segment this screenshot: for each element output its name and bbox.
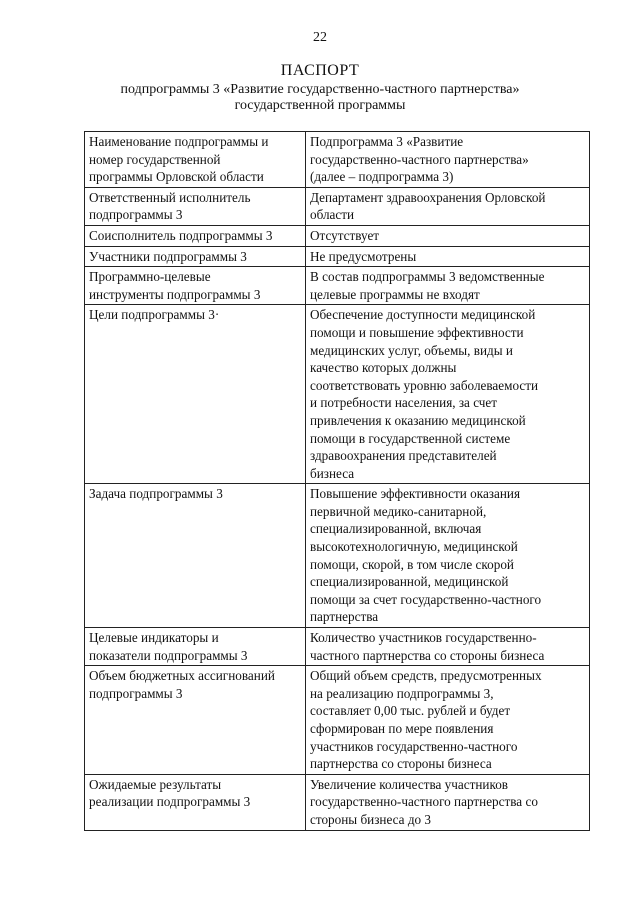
table-row-instruments xyxy=(85,267,590,305)
row-value: Общий объем средств, предусмотренных на реализацию подпрограммы 3, составляет 0,00 тыс. рублей и будет сформирован по мере появления участников государственно-частного партнерства со стороны бизнеса xyxy=(306,666,590,775)
row-label: Участники подпрограммы 3 xyxy=(85,246,306,267)
table-row-budget xyxy=(85,666,590,775)
table-row-indicators xyxy=(85,628,590,666)
row-value: Отсутствует xyxy=(306,225,590,246)
row-label: Задача подпрограммы 3 xyxy=(85,484,306,628)
document-subtitle-line-2: государственной программы xyxy=(234,98,406,113)
row-label: Ответственный исполнитель подпрограммы 3 xyxy=(85,187,306,225)
document-subtitle-line-1: подпрограммы 3 «Развитие государственно-частного партнерства» xyxy=(120,82,520,97)
table-row-expected-results xyxy=(85,774,590,830)
row-value: В состав подпрограммы 3 ведомственные целевые программы не входят xyxy=(306,267,590,305)
row-label: Наименование подпрограммы и номер государственной программы Орловской области xyxy=(85,132,306,188)
row-label: Соисполнитель подпрограммы 3 xyxy=(85,225,306,246)
row-label: Цели подпрограммы 3· xyxy=(85,305,306,484)
passport-table xyxy=(84,131,590,831)
row-label: Ожидаемые результаты реализации подпрограммы 3 xyxy=(85,774,306,830)
table-row-coexecutor xyxy=(85,225,590,246)
row-value: Повышение эффективности оказания первичной медико-санитарной, специализированной, включая высокотехнологичную, медицинской помощи, скорой, в том числе скорой специализированной, медицинской помощи за счет государственно-частного партнерства xyxy=(306,484,590,628)
row-value: Не предусмотрены xyxy=(306,246,590,267)
row-value: Департамент здравоохранения Орловской области xyxy=(306,187,590,225)
table-row-goals xyxy=(85,305,590,484)
table-row-name xyxy=(85,132,590,188)
table-row-task xyxy=(85,484,590,628)
row-value: Увеличение количества участников государственно-частного партнерства со стороны бизнеса до 3 xyxy=(306,774,590,830)
row-label: Объем бюджетных ассигнований подпрограммы 3 xyxy=(85,666,306,775)
document-title: ПАСПОРТ xyxy=(280,62,360,79)
page-number: 22 xyxy=(313,30,327,45)
row-label: Программно-целевые инструменты подпрограммы 3 xyxy=(85,267,306,305)
table-row-participants xyxy=(85,246,590,267)
row-value: Подпрограмма 3 «Развитие государственно-частного партнерства» (далее – подпрограмма 3) xyxy=(306,132,590,188)
row-value: Обеспечение доступности медицинской помощи и повышение эффективности медицинских услуг, объемы, виды и качество которых должны соответствовать уровню заболеваемости и потребности населения, за счет привлечения к оказанию медицинской помощи в государственной системе здравоохранения представителей бизнеса xyxy=(306,305,590,484)
table-row-responsible xyxy=(85,187,590,225)
row-label: Целевые индикаторы и показатели подпрограммы 3 xyxy=(85,628,306,666)
row-value: Количество участников государственно- частного партнерства со стороны бизнеса xyxy=(306,628,590,666)
